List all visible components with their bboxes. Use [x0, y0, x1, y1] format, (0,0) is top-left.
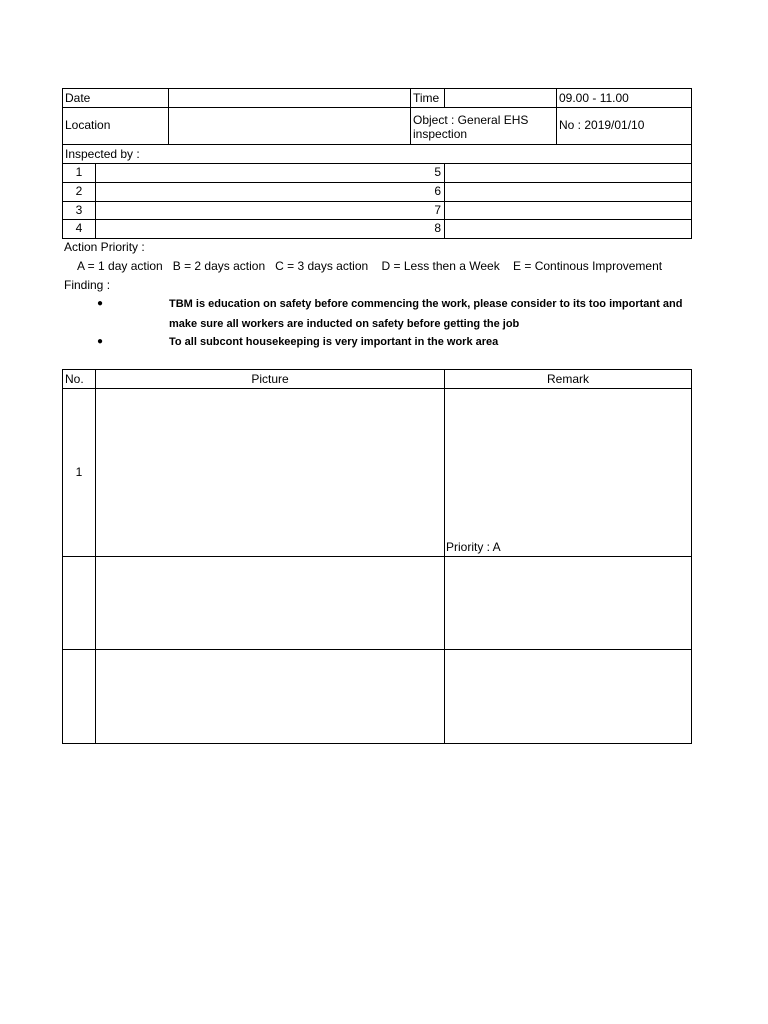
grid-line — [62, 88, 692, 89]
row-number: 1 — [75, 465, 83, 479]
column-header-no: No. — [65, 372, 84, 386]
grid-line — [691, 369, 692, 744]
inspector-number: 7 — [434, 203, 441, 217]
finding-item-line: make sure all workers are inducted on safety before getting the job — [169, 318, 520, 330]
grid-line — [62, 182, 692, 183]
inspector-number: 3 — [75, 203, 83, 217]
finding-item-line: To all subcont housekeeping is very important in the work area — [169, 336, 499, 348]
time-label: Time — [413, 91, 440, 105]
grid-line — [410, 88, 411, 145]
object-line-2: inspection — [413, 127, 468, 141]
column-header-picture: Picture — [251, 372, 289, 386]
action-priority-legend: A = 1 day action B = 2 days action C = 3 days action D = Less then a Week E = Continous Improvement — [77, 259, 663, 273]
picture-cell — [96, 389, 444, 556]
grid-line — [62, 107, 692, 108]
grid-line — [62, 743, 692, 744]
grid-line — [691, 88, 692, 239]
inspector-number: 4 — [75, 221, 83, 235]
time-value: 09.00 - 11.00 — [559, 91, 629, 105]
bullet-icon: ● — [97, 336, 104, 347]
location-label: Location — [65, 118, 111, 132]
grid-line — [62, 219, 692, 220]
finding-label: Finding : — [64, 278, 111, 292]
grid-line — [62, 369, 692, 370]
grid-line — [556, 88, 557, 145]
inspector-number: 2 — [75, 184, 83, 198]
inspector-number: 5 — [434, 165, 441, 179]
grid-line — [168, 88, 169, 145]
priority-remark: Priority : A — [446, 540, 501, 554]
inspection-number: No : 2019/01/10 — [559, 118, 645, 132]
finding-item-line: TBM is education on safety before commencing the work, please consider to its too important and — [169, 298, 683, 310]
bullet-icon: ● — [97, 298, 104, 309]
grid-line — [62, 201, 692, 202]
date-label: Date — [65, 91, 91, 105]
grid-line — [444, 369, 445, 744]
grid-line — [444, 88, 445, 108]
object-line-1: Object : General EHS — [413, 113, 529, 127]
inspected-by-label: Inspected by : — [65, 147, 140, 161]
inspector-number: 6 — [434, 184, 441, 198]
grid-line — [62, 163, 692, 164]
action-priority-label: Action Priority : — [64, 240, 145, 254]
grid-line — [62, 238, 692, 239]
grid-line — [62, 144, 692, 145]
inspector-number: 8 — [434, 221, 441, 235]
grid-line — [444, 163, 445, 239]
column-header-remark: Remark — [546, 372, 589, 386]
picture-cell — [96, 650, 444, 743]
grid-line — [62, 369, 63, 744]
inspector-number: 1 — [75, 165, 83, 179]
picture-cell — [96, 557, 444, 649]
